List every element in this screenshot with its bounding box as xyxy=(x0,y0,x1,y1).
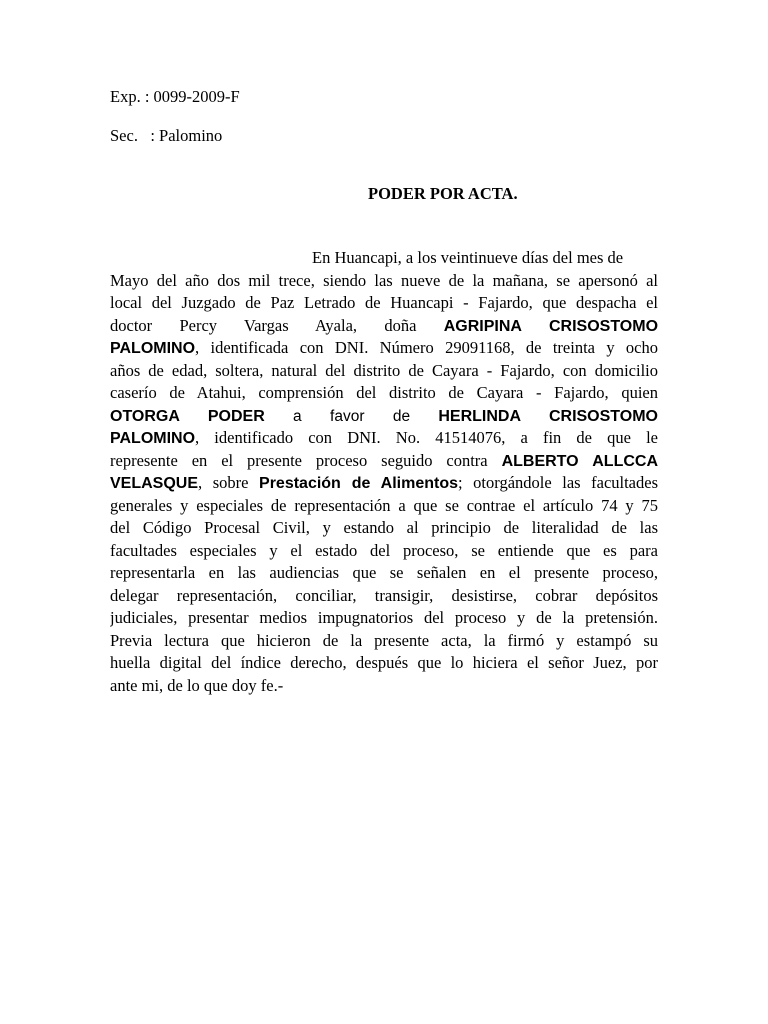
body-line-19: huella digital del índice derecho, después que lo hiciera el señor Juez, por xyxy=(110,653,658,672)
body-line-15: representarla en las audiencias que se señalen en el presente proceso, xyxy=(110,563,658,582)
body-line-17: judiciales, presentar medios impugnatorios del proceso y de la pretensión. xyxy=(110,608,658,627)
attorney-surname: PALOMINO xyxy=(110,430,196,447)
grantor-name: AGRIPINA CRISOSTOMO xyxy=(443,317,658,335)
document-title: PODER POR ACTA. xyxy=(368,184,518,203)
body-line-20: ante mi, de lo que doy fe.- xyxy=(110,675,284,695)
grant-power-text: OTORGA PODER xyxy=(110,407,265,425)
defendant-name: ALBERTO ALLCCA xyxy=(501,452,658,470)
attorney-name: HERLINDA CRISOSTOMO xyxy=(438,407,658,425)
body-text: , sobre xyxy=(198,473,249,492)
body-line-6: años de edad, soltera, natural del distrito de Cayara - Fajardo, con domicilio xyxy=(110,360,658,380)
body-line-10 xyxy=(110,450,658,473)
body-line-9 xyxy=(110,427,658,450)
body-text: represente en el presente proceso seguido contra xyxy=(110,450,488,470)
body-line-3: local del Juzgado de Paz Letrado de Huancapi - Fajardo, que despacha el xyxy=(110,293,658,312)
body-line-7: caserío de Atahui, comprensión del distrito de Cayara - Fajardo, quien xyxy=(110,383,658,402)
grantor-surname: PALOMINO xyxy=(110,340,196,357)
body-text: doctor Percy Vargas Ayala, doña xyxy=(110,315,417,335)
body-line-1: En Huancapi, a los veintinueve días del mes de xyxy=(312,248,624,267)
defendant-surname: VELASQUE xyxy=(110,475,199,492)
body-line-5 xyxy=(110,337,658,360)
case-number: Exp. : 0099-2009-F xyxy=(110,87,240,106)
body-line-13: del Código Procesal Civil, y estando al principio de literalidad de las xyxy=(110,518,658,537)
body-line-16: delegar representación, conciliar, transigir, desistirse, cobrar depósitos xyxy=(110,585,658,605)
body-text: a favor de xyxy=(293,407,411,425)
body-line-4 xyxy=(110,315,658,338)
body-line-18: Previa lectura que hicieron de la presente acta, la firmó y estampó su xyxy=(110,630,658,650)
body-text: ; otorgándole las facultades xyxy=(458,473,658,492)
secretary: Sec. : Palomino xyxy=(110,126,223,145)
body-line-2: Mayo del año dos mil trece, siendo las nueve de la mañana, se apersonó al xyxy=(110,270,658,290)
body-line-14: facultades especiales y el estado del proceso, se entiende que es para xyxy=(110,540,658,560)
document-body xyxy=(110,247,658,697)
body-line-8 xyxy=(110,405,658,428)
case-subject: Prestación de Alimentos xyxy=(259,475,459,492)
body-line-11 xyxy=(110,472,658,495)
body-text: , identificado con DNI. No. 41514076, a fin de que le xyxy=(195,428,658,447)
body-text: , identificada con DNI. Número 29091168, de treinta y ocho xyxy=(195,338,658,357)
body-line-12: generales y especiales de representación a que se contrae el artículo 74 y 75 xyxy=(110,495,658,515)
